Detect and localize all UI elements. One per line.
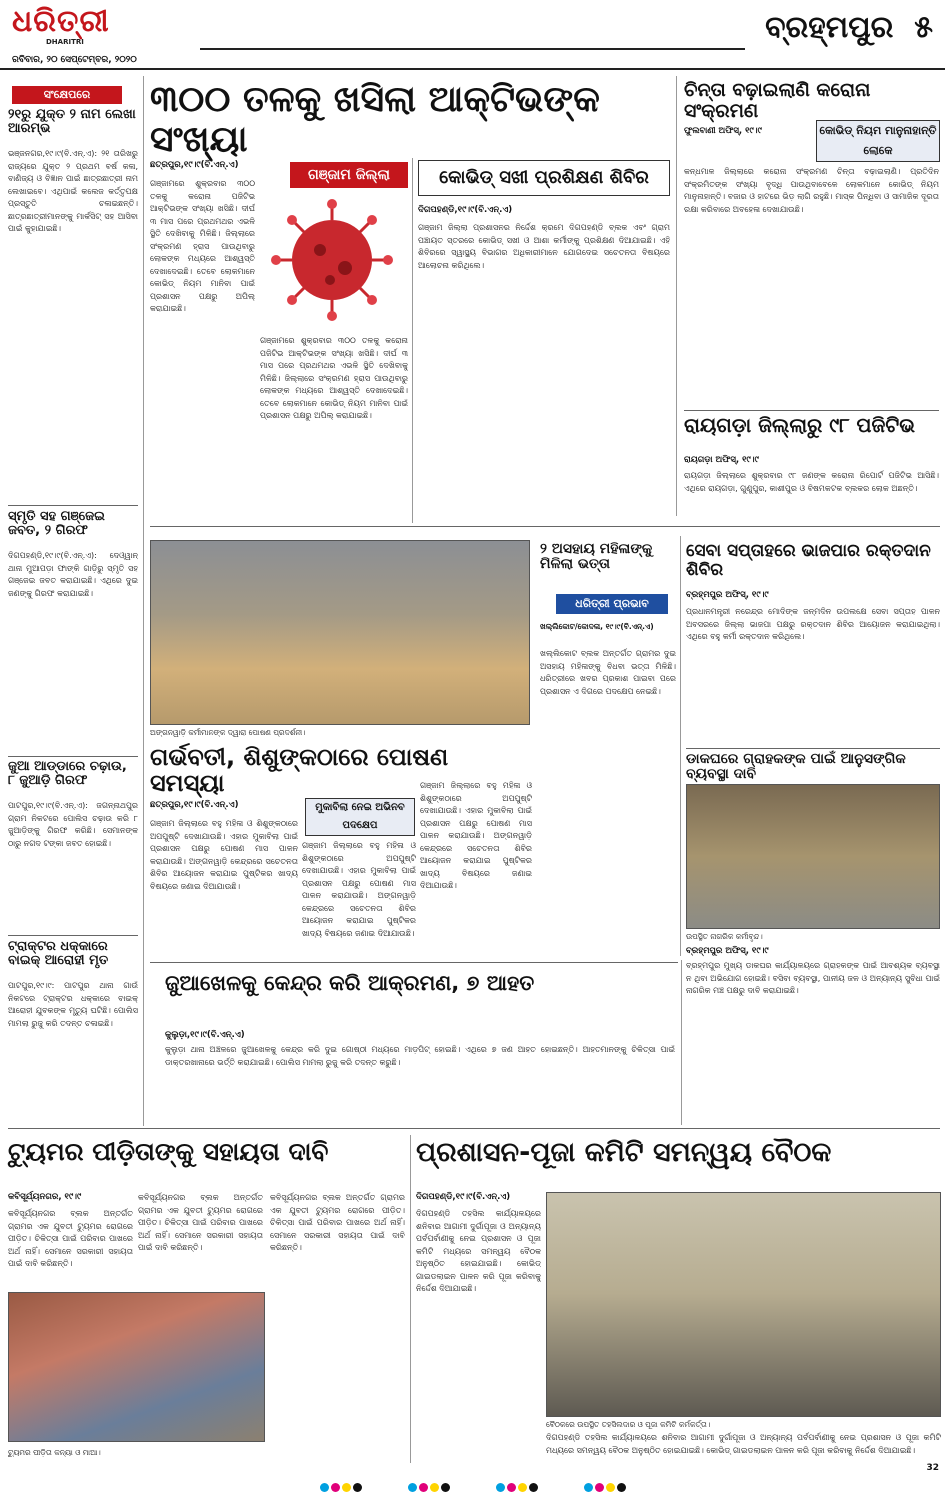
rayagada-body: ରାୟଗଡ଼ା ଜିଲ୍ଲାରେ ଶୁକ୍ରବାର ୯୮ ଜଣଙ୍କ କରୋନା ରିପୋର୍ଟ ପଜିଟିଭ ଆସିଛି। ଏଥିରେ ରାୟଗଡ଼ା, ଗୁଣୁପୁର, କାଶୀପୁର ଓ ବିଷମକଟକ ବ୍ଲକର ଲୋକ ଅଛନ୍ତି।: [684, 471, 939, 493]
bhatta-tag: ଧରିତ୍ରୀ ପ୍ରଭାବ: [556, 594, 668, 614]
column-rule-bottom: [410, 1135, 411, 1463]
brief-divider-3: [8, 935, 138, 936]
poshan-body-col2: ଗଞ୍ଜାମ ଜିଲ୍ଲାରେ ବହୁ ମହିଳା ଓ ଶିଶୁଙ୍କଠାରେ ଅପପୁଷ୍ଟି ଦେଖାଯାଉଛି। ଏହାର ମୁକାବିଲା ପାଇଁ ପ୍ରଶାସନ ପକ୍ଷରୁ ପୋଷଣ ମାସ ପାଳନ କରାଯାଉଛି। ଅଙ୍ଗନୱାଡ଼ି କେନ୍ଦ୍ରରେ ସଚେତନତା ଶିବିର ଆୟୋଜନ କରାଯାଇ ପୁଷ୍ଟିକର ଖାଦ୍ୟ ବିଷୟରେ ଜଣାଇ ଦିଆଯାଉଛି।: [302, 841, 416, 938]
brief-divider-1: [8, 505, 138, 506]
juakhela-headline: ଜୁଆଖେଳକୁ କେନ୍ଦ୍ର କରି ଆକ୍ରମଣ, ୭ ଆହତ: [165, 971, 535, 995]
tumor-body-col2: କବିସୂର୍ଯ୍ୟନଗର ବ୍ଲକ ଅନ୍ତର୍ଗତ ଗ୍ରାମର ଏକ ଯୁବତୀ ଟ୍ୟୁମର ରୋଗରେ ପୀଡ଼ିତ। ଚିକିତ୍ସା ପାଇଁ ପରିବାର ପାଖରେ ଅର୍ଥ ନାହିଁ। ସେମାନେ ସରକାରୀ ସହାୟତା ପାଇଁ ଦାବି କରିଛନ୍ତି।: [138, 1193, 263, 1252]
lead-byline: ଛତ୍ରପୁର,୧୯।୯(ବି.ଏନ୍.ଏ): [150, 160, 239, 170]
bhatta-headline: ୨ ଅସହାୟ ମହିଳାଙ୍କୁ ମିଳିଲା ଭତ୍ତା: [540, 541, 653, 573]
dakghar-byline: ବ୍ରହ୍ମପୁର ଅଫିସ୍, ୧୯।୯: [686, 946, 769, 956]
poshan-byline: ଛତ୍ରପୁର,୧୯।୯(ବି.ଏନ୍.ଏ): [150, 800, 239, 810]
dakghar-body: ବ୍ରହ୍ମପୁର ମୁଖ୍ୟ ଡାକଘର କାର୍ଯ୍ୟାଳୟରେ ଗ୍ରାହକଙ୍କ ପାଇଁ ଆବଶ୍ୟକ ବ୍ୟବସ୍ଥା ନ ଥିବା ଅଭିଯୋଗ ହୋଇଛି। ବସିବା ବ୍ୟବସ୍ଥା, ପାନୀୟ ଜଳ ଓ ଅନ୍ୟାନ୍ୟ ସୁବିଧା ପାଇଁ ନାଗରିକ ମଞ୍ଚ ପକ୍ଷରୁ ଦାବି କରାଯାଇଛି।: [686, 961, 940, 995]
puja-byline: ଦିଗପହଣ୍ଡି,୧୯।୯(ବି.ଏନ୍.ଏ): [416, 1192, 511, 1202]
bhatta-byline: ଖଲ୍ଲିକୋଟ/କୋଦଳା, ୧୯।୯(ବି.ଏନ୍.ଏ): [540, 622, 654, 631]
poshan-headline: ଗର୍ଭବତୀ, ଶିଶୁଙ୍କଠାରେ ପୋଷଣ ସମସ୍ୟା: [150, 743, 449, 798]
lead-body-col2: ଗଞ୍ଜାମରେ ଶୁକ୍ରବାର ୩୦୦ ତଳକୁ କରୋନା ପଜିଟିଭ ଆକ୍ଟିଭଙ୍କ ସଂଖ୍ୟା ଖସିଛି। ଦୀର୍ଘ ୩ ମାସ ପରେ ପ୍ରଥମଥର ଏଭଳି ସ୍ଥିତି ଦେଖିବାକୁ ମିଳିଛି। ଜିଲ୍ଲାରେ ସଂକ୍ରମଣ ହ୍ରାସ ପାଉଥିବାରୁ ଲୋକଙ୍କ ମଧ୍ୟରେ ଆଶ୍ୱସ୍ତି ଦେଖାଦେଇଛି। ତେବେ ଲୋକମାନେ କୋଭିଡ୍ ନିୟମ ମାନିବା ପାଇଁ ପ୍ରଶାସନ ପକ୍ଷରୁ ଅପିଲ୍ କରାଯାଇଛି।: [260, 336, 408, 420]
poshan-body-col3: ଗଞ୍ଜାମ ଜିଲ୍ଲାରେ ବହୁ ମହିଳା ଓ ଶିଶୁଙ୍କଠାରେ ଅପପୁଷ୍ଟି ଦେଖାଯାଉଛି। ଏହାର ମୁକାବିଲା ପାଇଁ ପ୍ରଶାସନ ପକ୍ଷରୁ ପୋଷଣ ମାସ ପାଳନ କରାଯାଉଛି। ଅଙ୍ଗନୱାଡ଼ି କେନ୍ଦ୍ରରେ ସଚେତନତା ଶିବିର ଆୟୋଜନ କରାଯାଇ ପୁଷ୍ଟିକର ଖାଦ୍ୟ ବିଷୟରେ ଜଣାଇ ଦିଆଯାଉଛି।: [420, 781, 532, 890]
chinta-byline: ଫୁଲବାଣୀ ଅଫିସ୍, ୧୯।୯: [684, 126, 762, 136]
tumor-body-col1: କବିସୂର୍ଯ୍ୟନଗର ବ୍ଲକ ଅନ୍ତର୍ଗତ ଗ୍ରାମର ଏକ ଯୁବତୀ ଟ୍ୟୁମର ରୋଗରେ ପୀଡ଼ିତ। ଚିକିତ୍ସା ପାଇଁ ପରିବାର ପାଖରେ ଅର୍ଥ ନାହିଁ। ସେମାନେ ସରକାରୀ ସହାୟତା ପାଇଁ ଦାବି କରିଛନ୍ତି।: [8, 1209, 133, 1268]
tumor-body-col3: କବିସୂର୍ଯ୍ୟନଗର ବ୍ଲକ ଅନ୍ତର୍ଗତ ଗ୍ରାମର ଏକ ଯୁବତୀ ଟ୍ୟୁମର ରୋଗରେ ପୀଡ଼ିତ। ଚିକିତ୍ସା ପାଇଁ ପରିବାର ପାଖରେ ଅର୍ଥ ନାହିଁ। ସେମାନେ ସରକାରୀ ସହାୟତା ପାଇଁ ଦାବି କରିଛନ୍ତି।: [270, 1193, 405, 1252]
raktadan-headline: ସେବା ସପ୍ତାହରେ ଭାଜପାର ରକ୍ତଦାନ ଶିବିର: [686, 541, 931, 580]
juakhela-byline: କୁଲୁଡ଼ା,୧୯।୯(ବି.ଏନ୍.ଏ): [165, 1030, 245, 1040]
header-rule: [200, 48, 745, 50]
rayagada-headline: ରାୟଗଡ଼ା ଜିଲ୍ଲାରୁ ୯୮ ପଜିଟିଭ: [684, 413, 915, 437]
brief-body-4: ପାଟପୁର,୧୯।୯: ପାଟପୁର ଥାନା ଗାଉଁ ନିକଟରେ ଟ୍ରାକ୍ଟର ଧକ୍କାରେ ବାଇକ୍ ଆରୋହୀ ଯୁବକଙ୍କ ମୃତ୍ୟୁ ଘଟିଛି। ପୋଲିସ ମାମଲା ରୁଜୁ କରି ତଦନ୍ତ ଚଳାଇଛି।: [8, 981, 138, 1028]
bhatta-body: ଖଲ୍ଲିକୋଟ ବ୍ଲକ ଅନ୍ତର୍ଗତ ଗ୍ରାମର ଦୁଇ ଅସହାୟ ମହିଳାଙ୍କୁ ବିଧବା ଭତ୍ତା ମିଳିଛି। ଧରିତ୍ରୀରେ ଖବର ପ୍ରକାଶ ପାଇବା ପରେ ପ୍ରଶାସନ ଏ ଦିଗରେ ପଦକ୍ଷେପ ନେଇଛି।: [540, 649, 676, 696]
tumor-byline: କବିସୂର୍ଯ୍ୟନଗର, ୧୯।୯: [8, 1192, 82, 1202]
lead-headline: ୩୦୦ ତଳକୁ ଖସିଲା ଆକ୍ଟିଭଙ୍କ ସଂଖ୍ୟା: [150, 79, 600, 160]
puja-photo-caption: ବୈଠକରେ ଉପସ୍ଥିତ ତହସିଲଦାର ଓ ପୂଜା କମିଟି କର୍ମକର୍ତ୍ତା।: [546, 1420, 711, 1429]
rayagada-byline: ରାୟଗଡ଼ା ଅଫିସ୍, ୧୯।୯: [684, 455, 759, 465]
poshan-tag: ମୁକାବିଲା ନେଇ ଅଭିନବ ପଦକ୍ଷେପ: [305, 798, 415, 836]
column-rule-left: [143, 76, 144, 1126]
juakhela-body: କୁଲୁଡ଼ା ଥାନା ଅଞ୍ଚଳରେ ଜୁଆଖେଳକୁ କେନ୍ଦ୍ର କରି ଦୁଇ ଗୋଷ୍ଠୀ ମଧ୍ୟରେ ମାଡ଼ପିଟ୍ ହୋଇଛି। ଏଥିରେ ୭ ଜଣ ଆହତ ହୋଇଛନ୍ତି। ଆହତମାନଙ୍କୁ ଚିକିତ୍ସା ପାଇଁ ଡାକ୍ତରଖାନାରେ ଭର୍ତ୍ତି କରାଯାଇଛି। ପୋଲିସ ମାମଲା ରୁଜୁ କରି ତଦନ୍ତ କରୁଛି।: [165, 1045, 675, 1067]
print-registration-footer: [0, 1478, 945, 1498]
puja-headline: ପ୍ରଶାସନ-ପୂଜା କମିଟି ସମନ୍ୱୟ ବୈଠକ: [416, 1137, 832, 1168]
brief-headline-1: ୨୧ରୁ ଯୁକ୍ତ ୨ ନାମ ଲେଖା ଆରମ୍ଭ: [8, 107, 136, 137]
anganwadi-photo: [150, 540, 530, 725]
brief-body-1: ଭଞ୍ଜନଗର,୧୯।୯(ବି.ଏନ୍.ଏ): ୨୧ ତାରିଖରୁ ରାଜ୍ୟରେ ଯୁକ୍ତ ୨ ପ୍ରଥମ ବର୍ଷ କଳା, ବାଣିଜ୍ୟ ଓ ବିଜ୍ଞାନ ପାଇଁ ଛାତ୍ରଛାତ୍ରୀ ନାମ ଲେଖାଇବେ। ଏଥିପାଇଁ କଲେଜ କର୍ତ୍ତୃପକ୍ଷ ପ୍ରସ୍ତୁତି ଚଳାଇଛନ୍ତି। ଛାତ୍ରଛାତ୍ରୀମାନଙ୍କୁ ମାର୍କସିଟ୍ ସହ ଆସିବା ପାଇଁ କୁହାଯାଇଛି।: [8, 149, 138, 233]
bottom-section-divider: [8, 1128, 940, 1129]
chinta-tag: କୋଭିଡ୍ ନିୟମ ମାନୁନାହାନ୍ତି ଲୋକେ: [816, 120, 940, 162]
dakghar-photo: [686, 784, 940, 929]
logo-subtitle: DHARITRI: [46, 38, 84, 46]
brief-headline-3: ଜୁଆ ଆଡ୍ଡାରେ ଚଢ଼ାଉ, ୮ ଜୁଆଡ଼ି ଗିରଫ: [8, 759, 127, 789]
sakhi-headline: କୋଭିଡ୍ ସଖୀ ପ୍ରଶିକ୍ଷଣ ଶିବିର: [418, 160, 670, 196]
dakghar-headline: ଡାକଘରେ ଗ୍ରାହକଙ୍କ ପାଇଁ ଆନୁସଙ୍ଗିକ ବ୍ୟବସ୍ଥା ଦାବି: [686, 751, 906, 783]
edition-name: ବ୍ରହ୍ମପୁର ୫: [765, 10, 933, 45]
brief-body-2: ଦିଗପହଣ୍ଡି,୧୯।୯(ବି.ଏନ୍.ଏ): ଦେଓ୍ୱାନ୍ ଥାନା ମୁଆପଡ଼ା ଫାଙ୍କି ଗାଡ଼ିରୁ ସ୍ମୃତି ସହ ଗଞ୍ଜେଇ ଜବତ କରାଯାଇଛି। ଏଥିରେ ଦୁଇ ଜଣଙ୍କୁ ଗିରଫ କରାଯାଇଛି।: [8, 551, 138, 598]
lead-body-col1: ଗଞ୍ଜାମରେ ଶୁକ୍ରବାର ୩୦୦ ତଳକୁ କରୋନା ପଜିଟିଭ ଆକ୍ଟିଭଙ୍କ ସଂଖ୍ୟା ଖସିଛି। ଦୀର୍ଘ ୩ ମାସ ପରେ ପ୍ରଥମଥର ଏଭଳି ସ୍ଥିତି ଦେଖିବାକୁ ମିଳିଛି। ଜିଲ୍ଲାରେ ସଂକ୍ରମଣ ହ୍ରାସ ପାଉଥିବାରୁ ଲୋକଙ୍କ ମଧ୍ୟରେ ଆଶ୍ୱସ୍ତି ଦେଖାଦେଇଛି। ତେବେ ଲୋକମାନେ କୋଭିଡ୍ ନିୟମ ମାନିବା ପାଇଁ ପ୍ରଶାସନ ପକ୍ଷରୁ ଅପିଲ୍ କରାଯାଇଛି।: [150, 179, 255, 313]
brief-headline-2: ସ୍ମୃତି ସହ ଗଞ୍ଜେଇ ଜବତ, ୨ ଗିରଫ: [8, 509, 105, 539]
column-rule-mid: [680, 536, 681, 956]
virus-icon: [260, 190, 405, 330]
newspaper-logo: ଧରିତ୍ରୀ: [12, 4, 110, 39]
column-rule-lead: [412, 158, 413, 523]
dakghar-photo-caption: ଉପସ୍ଥିତ ନାଗରିକ କର୍ମୀବୃନ୍ଦ।: [686, 932, 763, 941]
dateline: ରବିବାର, ୨୦ ସେପ୍ଟେମ୍ବର, ୨୦୨୦: [12, 55, 137, 65]
chinta-divider: [684, 410, 939, 411]
lead-tag: ଗଞ୍ଜାମ ଜିଲ୍ଲା: [290, 162, 408, 188]
page-number: ୫: [914, 10, 933, 45]
poshan-body-col1: ଗଞ୍ଜାମ ଜିଲ୍ଲାରେ ବହୁ ମହିଳା ଓ ଶିଶୁଙ୍କଠାରେ ଅପପୁଷ୍ଟି ଦେଖାଯାଉଛି। ଏହାର ମୁକାବିଲା ପାଇଁ ପ୍ରଶାସନ ପକ୍ଷରୁ ପୋଷଣ ମାସ ପାଳନ କରାଯାଉଛି। ଅଙ୍ଗନୱାଡ଼ି କେନ୍ଦ୍ରରେ ସଚେତନତା ଶିବିର ଆୟୋଜନ କରାଯାଇ ପୁଷ୍ଟିକର ଖାଦ୍ୟ ବିଷୟରେ ଜଣାଇ ଦିଆଯାଉଛି।: [150, 819, 298, 891]
brief-headline-4: ଟ୍ରାକ୍ଟର ଧକ୍କାରେ ବାଇକ୍ ଆରୋହୀ ମୃତ: [8, 939, 109, 969]
brief-body-3: ପାଟପୁର,୧୯।୯(ବି.ଏନ୍.ଏ): ଜଗନ୍ନାଥପୁର ଗ୍ରାମ ନିକଟରେ ପୋଲିସ ଚଢ଼ାଉ କରି ୮ ଜୁଆଡ଼ିଙ୍କୁ ଗିରଫ କରିଛି। ସେମାନଙ୍କ ଠାରୁ ନଗଦ ଟଙ୍କା ଜବତ ହୋଇଛି।: [8, 801, 138, 848]
chinta-body: କନ୍ଧମାଳ ଜିଲ୍ଲାରେ କରୋନା ସଂକ୍ରମଣ ଚିନ୍ତା ବଢ଼ାଇଲାଣି। ପ୍ରତିଦିନ ସଂକ୍ରମିତଙ୍କ ସଂଖ୍ୟା ବୃଦ୍ଧି ପାଉଥିବାବେଳେ ଲୋକମାନେ କୋଭିଡ୍ ନିୟମ ମାନୁନାହାନ୍ତି। ବଜାର ଓ ହାଟରେ ଭିଡ଼ ଲାଗି ରହୁଛି। ମାସ୍କ ପିନ୍ଧିବା ଓ ସାମାଜିକ ଦୂରତା ରକ୍ଷା କରିବାରେ ଅବହେଳା ଦେଖାଯାଉଛି।: [684, 167, 939, 214]
tumor-headline: ଟ୍ୟୁମର ପୀଡ଼ିତାଙ୍କୁ ସହାୟତା ଦାବି: [8, 1137, 329, 1166]
raktadan-divider: [686, 748, 940, 749]
raktadan-byline: ବ୍ରହ୍ମପୁର ଅଫିସ୍, ୧୯।୯: [686, 590, 769, 600]
column-rule-right: [676, 76, 677, 516]
puja-meeting-photo: [546, 1192, 941, 1417]
mid-section-divider: [150, 962, 678, 963]
brief-divider-2: [8, 756, 138, 757]
virus-illustration: [260, 190, 405, 330]
anganwadi-photo-caption: ଅଙ୍ଗନୱାଡ଼ି କର୍ମୀମାନଙ୍କ ଦ୍ୱାରା ପୋଷଣ ପ୍ରଦର୍ଶନୀ।: [150, 728, 306, 737]
brief-tag: ସଂକ୍ଷେପରେ: [12, 86, 122, 104]
column-rule-juakhela: [681, 960, 682, 1125]
sakhi-body: ଗଞ୍ଜାମ ଜିଲ୍ଲା ପ୍ରଶାସନର ନିର୍ଦ୍ଦେଶ କ୍ରମେ ଦିଗପହଣ୍ଡି ବ୍ଲକ ଏବଂ ଗ୍ରାମ ପଞ୍ଚାୟତ ସ୍ତରରେ କୋଭିଡ୍ ସଖୀ ଓ ଆଶା କର୍ମୀଙ୍କୁ ପ୍ରଶିକ୍ଷଣ ଦିଆଯାଇଛି। ଏହି ଶିବିରରେ ସ୍ୱାସ୍ଥ୍ୟ ବିଭାଗର ଅଧିକାରୀମାନେ ଯୋଗଦେଇ ସଚେତନତା ବିଷୟରେ ଆଲୋଚନା କରିଥିଲେ।: [418, 223, 670, 270]
tumor-photo: [8, 1292, 265, 1442]
footer-page-number: 32: [926, 1463, 939, 1473]
puja-body-col2: ଦିଗପହଣ୍ଡି ତହସିଲ କାର୍ଯ୍ୟାଳୟରେ ଶନିବାର ଆଗାମୀ ଦୁର୍ଗାପୂଜା ଓ ଅନ୍ୟାନ୍ୟ ପର୍ବପର୍ବାଣୀକୁ ନେଇ ପ୍ରଶାସନ ଓ ପୂଜା କମିଟି ମଧ୍ୟରେ ସମନ୍ୱୟ ବୈଠକ ଅନୁଷ୍ଠିତ ହୋଇଯାଇଛି। କୋଭିଡ୍ ଗାଇଡଲାଇନ ପାଳନ କରି ପୂଜା କରିବାକୁ ନିର୍ଦ୍ଦେଶ ଦିଆଯାଇଛି।: [546, 1433, 941, 1455]
raktadan-body: ପ୍ରଧାନମନ୍ତ୍ରୀ ନରେନ୍ଦ୍ର ମୋଦିଙ୍କ ଜନ୍ମଦିନ ଉପଲକ୍ଷେ ସେବା ସପ୍ତାହ ପାଳନ ଅବସରରେ ଜିଲ୍ଲା ଭାଜପା ପକ୍ଷରୁ ରକ୍ତଦାନ ଶିବିର ଆୟୋଜନ କରାଯାଇଥିଲା। ଏଥିରେ ବହୁ କର୍ମୀ ରକ୍ତଦାନ କରିଥିଲେ।: [686, 607, 940, 641]
tumor-photo-caption: ଟ୍ୟୁମର ପୀଡ଼ିତା କନ୍ୟା ଓ ମାଆ।: [8, 1448, 101, 1457]
sakhi-byline: ଦିଗପହଣ୍ଡି,୧୯।୯(ବି.ଏନ୍.ଏ): [418, 205, 513, 215]
chinta-headline: ଚିନ୍ତା ବଢ଼ାଇଲାଣି କରୋନା ସଂକ୍ରମଣ: [684, 79, 871, 122]
top-section-divider: [150, 526, 940, 527]
puja-body-col1: ଦିଗପହଣ୍ଡି ତହସିଲ କାର୍ଯ୍ୟାଳୟରେ ଶନିବାର ଆଗାମୀ ଦୁର୍ଗାପୂଜା ଓ ଅନ୍ୟାନ୍ୟ ପର୍ବପର୍ବାଣୀକୁ ନେଇ ପ୍ରଶାସନ ଓ ପୂଜା କମିଟି ମଧ୍ୟରେ ସମନ୍ୱୟ ବୈଠକ ଅନୁଷ୍ଠିତ ହୋଇଯାଇଛି। କୋଭିଡ୍ ଗାଇଡଲାଇନ ପାଳନ କରି ପୂଜା କରିବାକୁ ନିର୍ଦ୍ଦେଶ ଦିଆଯାଇଛି।: [416, 1209, 541, 1293]
